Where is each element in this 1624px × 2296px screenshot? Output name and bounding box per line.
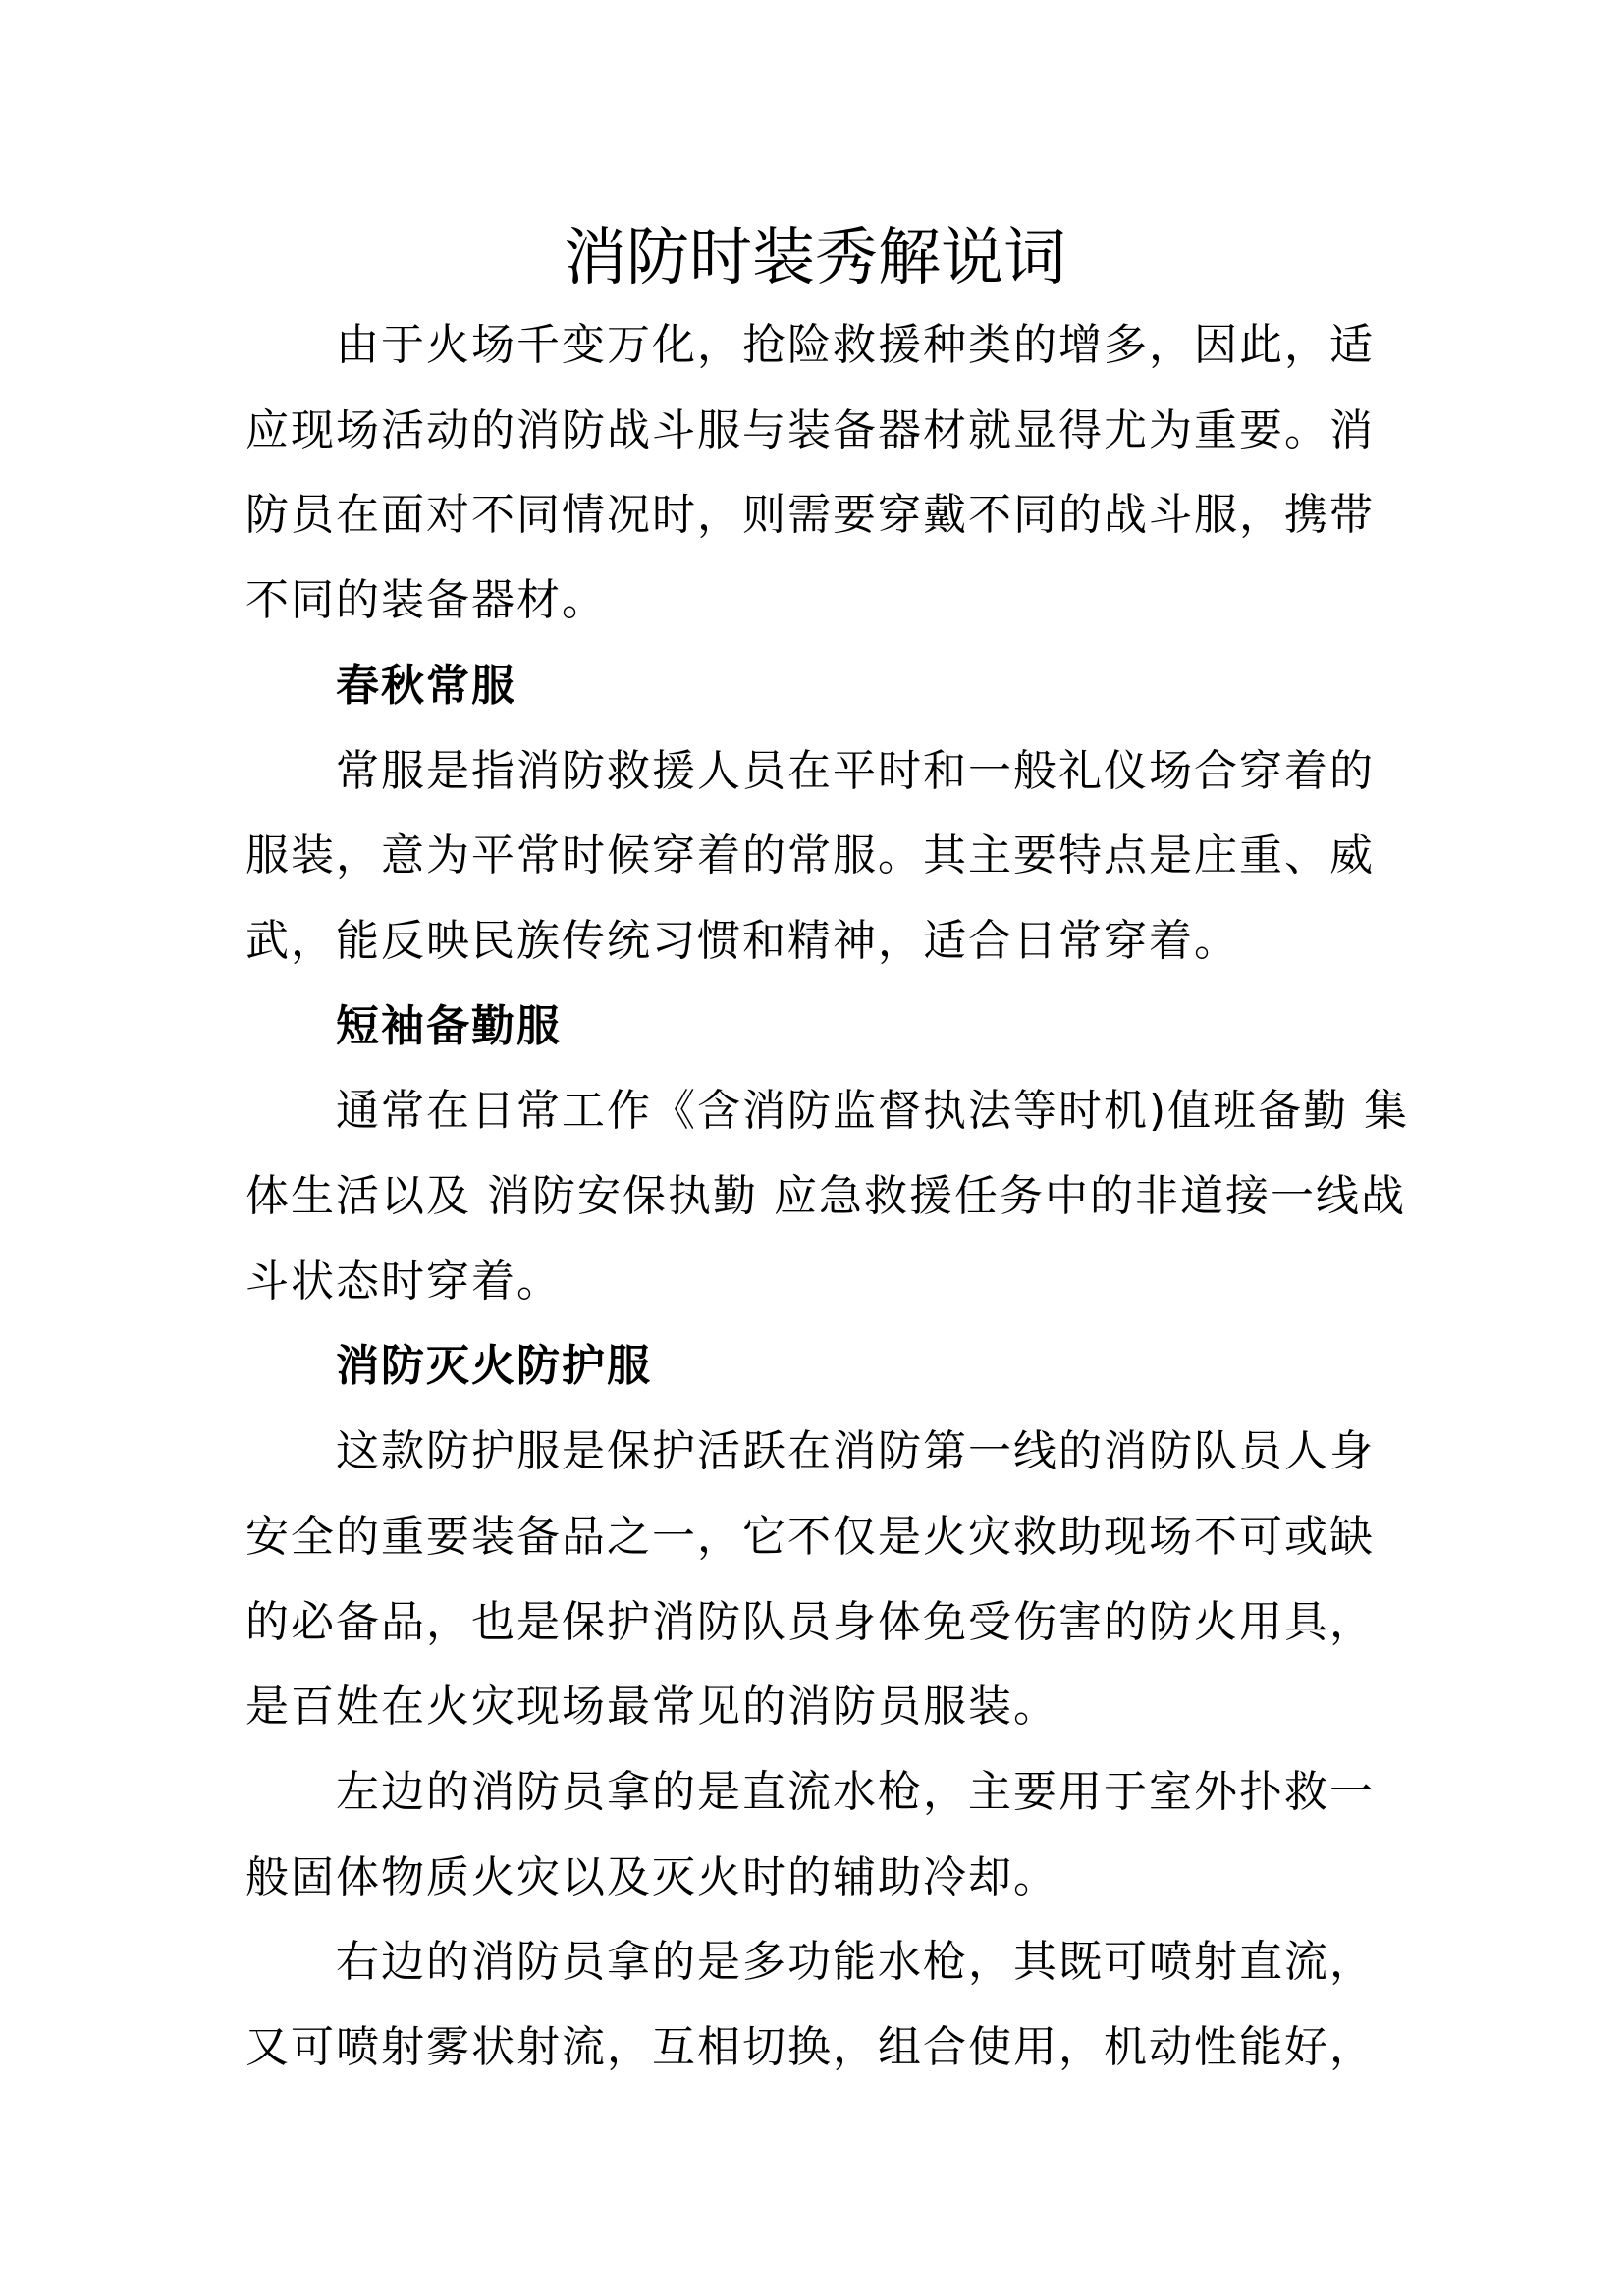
text-line: 右边的消防员拿的是多功能水枪，其既可喷射直流，: [336, 1937, 1375, 1988]
section-heading-spring-autumn-uniform: 春秋常服: [336, 660, 516, 711]
document-title: 消防时装秀解说词: [564, 222, 1066, 294]
text-line: 由于火场千变万化，抢险救援种类的增多，因此，适: [336, 320, 1375, 370]
intro-paragraph: [245, 303, 1384, 644]
text-line: 又可喷射雾状射流，互相切换，组合使用，机动性能好，: [245, 2022, 1375, 2073]
text-line: 不同的装备器材。: [245, 575, 607, 626]
text-line: 武，能反映民族传统习惯和精神，适合日常穿着。: [245, 915, 1239, 966]
right-firefighter-paragraph: [245, 1920, 1384, 2090]
document-body: [245, 303, 1410, 2091]
text-line: 般固体物质火灾以及灭火时的辅助冷却。: [245, 1851, 1058, 1902]
text-line: 应现场活动的消防战斗服与装备器材就显得尤为重要。消: [245, 404, 1375, 455]
spring-autumn-uniform-paragraph: [245, 729, 1384, 985]
text-line: 是百姓在火灾现场最常见的消防员服装。: [245, 1682, 1058, 1733]
text-line: 通常在日常工作《含消防监督执法等时机)值班备勤 集: [336, 1086, 1410, 1137]
short-sleeve-duty-uniform-paragraph: [245, 1069, 1410, 1324]
text-line: 防员在面对不同情况时，则需要穿戴不同的战斗服，携带: [245, 490, 1375, 541]
section-heading-firefighting-protective-suit: 消防灭火防护服: [336, 1341, 652, 1392]
text-line: 的必备品，也是保护消防队员身体免受伤害的防火用具，: [245, 1596, 1375, 1647]
left-firefighter-paragraph: [245, 1750, 1384, 1920]
text-line: 左边的消防员拿的是直流水枪，主要用于室外扑救一: [336, 1766, 1375, 1817]
text-line: 服装，意为平常时候穿着的常服。其主要特点是庄重、威: [245, 830, 1375, 881]
section-heading-short-sleeve-duty-uniform: 短袖备勤服: [336, 1000, 562, 1051]
text-line: 这款防护服是保护活跃在消防第一线的消防队员人身: [336, 1426, 1375, 1477]
text-line: 体生活以及 消防安保执勤 应急救援任务中的非道接一线战: [245, 1171, 1406, 1222]
text-line: 斗状态时穿着。: [245, 1255, 562, 1307]
text-line: 安全的重要装备品之一，它不仅是火灾救助现场不可或缺: [245, 1511, 1375, 1562]
firefighting-protective-suit-paragraph: [245, 1410, 1384, 1750]
text-line: 常服是指消防救援人员在平时和一般礼仪场合穿着的: [336, 745, 1375, 796]
